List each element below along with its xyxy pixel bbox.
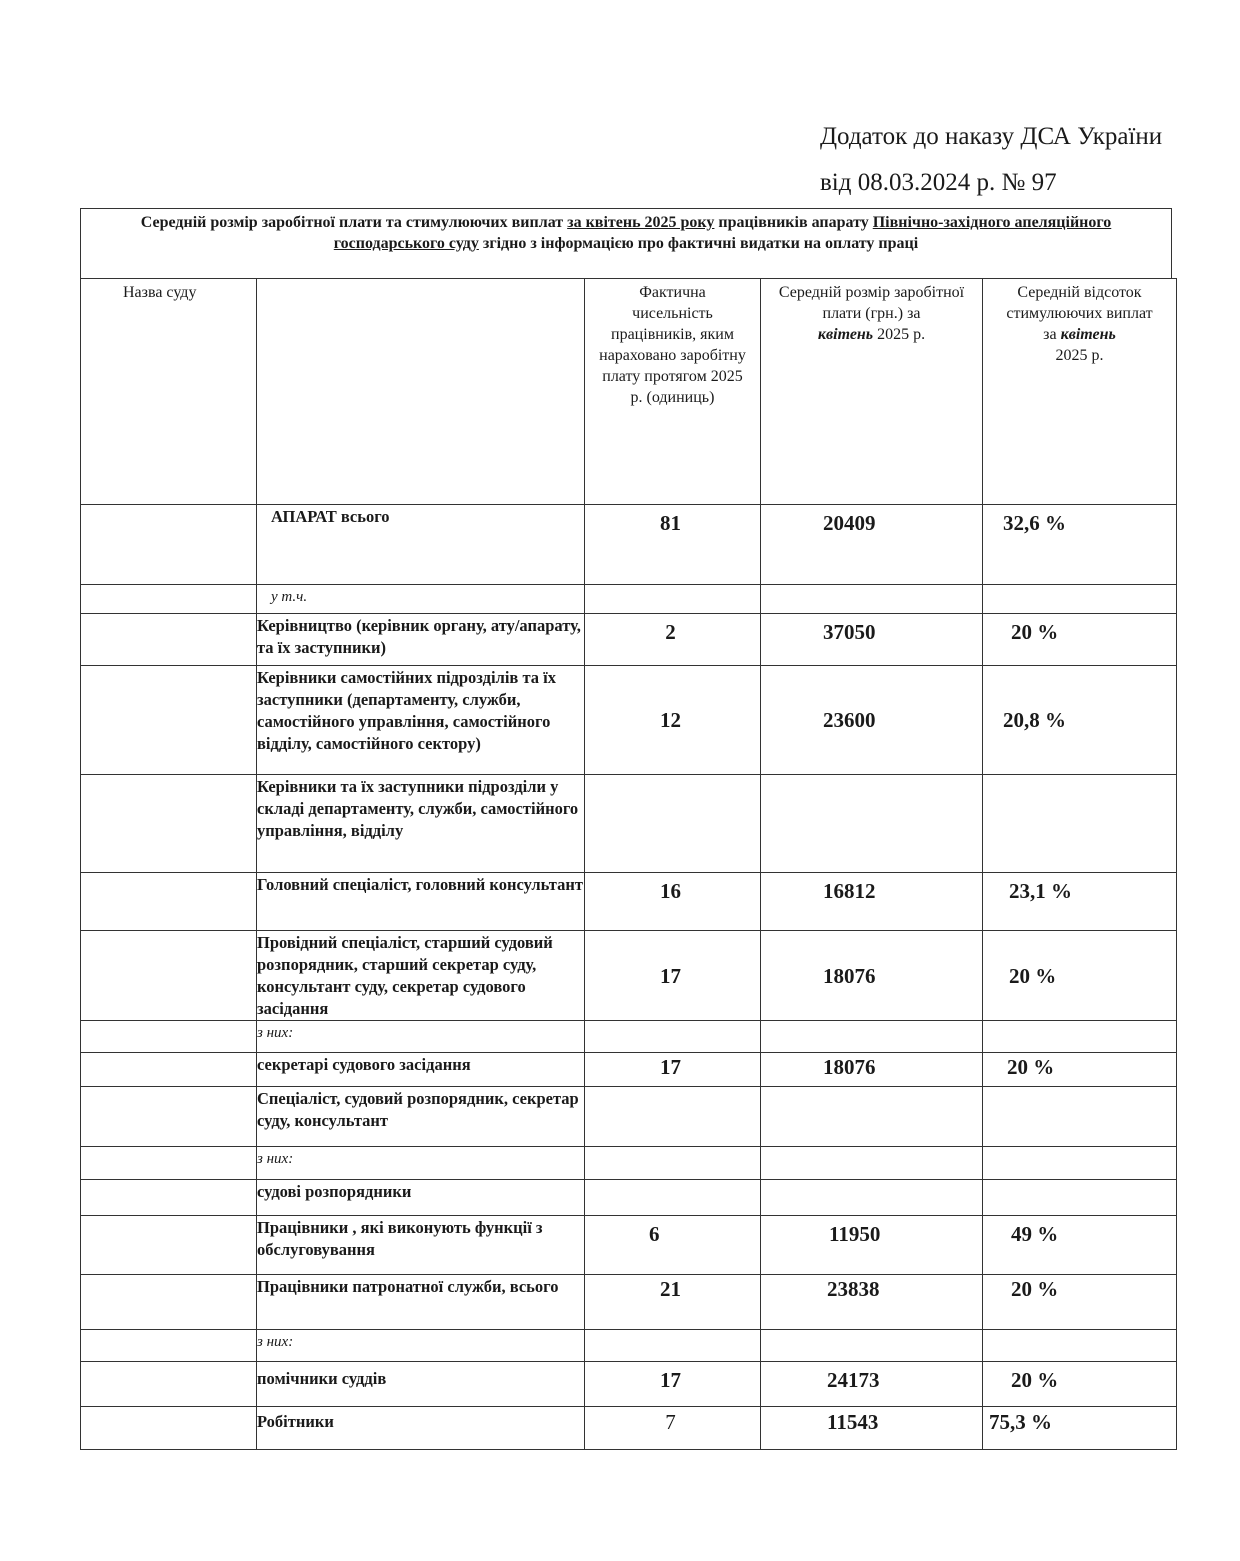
row-label: АПАРАТ всього	[257, 505, 585, 585]
row-label: судові розпорядники	[257, 1180, 585, 1216]
table-row	[81, 1021, 1177, 1053]
row-salary: 24173	[761, 1362, 983, 1407]
table-row	[81, 505, 1177, 585]
header-avg-salary	[761, 279, 983, 505]
row-label: секретарі судового засідання	[257, 1053, 585, 1087]
table-title	[81, 209, 1171, 254]
row-court-cell	[81, 614, 257, 666]
title-period: за квітень 2025 року	[567, 214, 715, 231]
row-label: Керівники самостійних підрозділів та їх заступники (департаменту, служби, самостійного управління, самостійного відділу, самостійного сектору)	[257, 666, 585, 775]
row-court-cell	[81, 1053, 257, 1087]
row-percent	[983, 585, 1177, 614]
header-staff-count-text: Фактична чисельність працівників, яким нараховано заробітну плату протягом 2025 р. (одиниць)	[599, 284, 746, 406]
title-part-1: Середній розмір заробітної плати та стимулюючих виплат	[140, 214, 568, 231]
row-percent	[983, 775, 1177, 873]
row-court-cell	[81, 666, 257, 775]
header-court-name: Назва суду	[81, 279, 257, 505]
row-count	[585, 1087, 761, 1147]
row-court-cell	[81, 775, 257, 873]
row-count	[585, 1147, 761, 1180]
row-salary: 23600	[761, 666, 983, 775]
row-count	[585, 1021, 761, 1053]
table-row	[81, 931, 1177, 1021]
row-court-cell	[81, 1021, 257, 1053]
table-row	[81, 873, 1177, 931]
row-percent: 20 %	[983, 931, 1177, 1021]
row-count: 2	[585, 614, 761, 666]
row-court-cell	[81, 1275, 257, 1330]
table-row	[81, 1275, 1177, 1330]
row-percent: 32,6 %	[983, 505, 1177, 585]
row-court-cell	[81, 931, 257, 1021]
table-row	[81, 1147, 1177, 1180]
row-salary	[761, 1330, 983, 1362]
row-label: з них:	[257, 1330, 585, 1362]
row-court-cell	[81, 585, 257, 614]
table-row	[81, 1216, 1177, 1275]
table-row	[81, 614, 1177, 666]
row-salary: 37050	[761, 614, 983, 666]
row-court-cell	[81, 1407, 257, 1450]
row-salary	[761, 1087, 983, 1147]
row-count: 16	[585, 873, 761, 931]
row-label: Керівники та їх заступники підрозділи у складі департаменту, служби, самостійного управління, відділу	[257, 775, 585, 873]
row-percent: 20 %	[983, 1275, 1177, 1330]
header-avg-salary-month: квітень	[817, 326, 874, 343]
row-court-cell	[81, 505, 257, 585]
table-row	[81, 775, 1177, 873]
addendum-line-2: від 08.03.2024 р. № 97	[820, 169, 1057, 196]
row-percent: 20 %	[983, 614, 1177, 666]
row-label: у т.ч.	[257, 585, 585, 614]
row-salary	[761, 1147, 983, 1180]
table-row	[81, 1087, 1177, 1147]
table-row	[81, 666, 1177, 775]
row-salary: 18076	[761, 1053, 983, 1087]
header-avg-salary-text: Середній розмір заробітної плати (грн.) за	[778, 284, 965, 322]
row-percent: 20,8 %	[983, 666, 1177, 775]
row-salary: 20409	[761, 505, 983, 585]
row-percent: 75,3 %	[983, 1407, 1177, 1450]
row-salary: 11950	[761, 1216, 983, 1275]
row-label: з них:	[257, 1147, 585, 1180]
row-label: з них:	[257, 1021, 585, 1053]
table-row	[81, 1330, 1177, 1362]
title-court-name: Північно-західного апеляційного господарського суду	[333, 214, 1112, 252]
row-count	[585, 585, 761, 614]
addendum-header	[820, 114, 1162, 206]
header-avg-bonus	[983, 279, 1177, 505]
row-salary	[761, 585, 983, 614]
row-court-cell	[81, 1216, 257, 1275]
row-court-cell	[81, 873, 257, 931]
row-salary: 11543	[761, 1407, 983, 1450]
row-count: 17	[585, 1053, 761, 1087]
row-count: 7	[585, 1407, 761, 1450]
row-percent: 20 %	[983, 1053, 1177, 1087]
row-count	[585, 1330, 761, 1362]
header-avg-bonus-year: 2025 р.	[1055, 347, 1104, 364]
row-percent	[983, 1330, 1177, 1362]
header-blank	[257, 279, 585, 505]
row-count: 81	[585, 505, 761, 585]
header-staff-count	[585, 279, 761, 505]
addendum-line-1: Додаток до наказу ДСА України	[820, 123, 1163, 150]
row-salary: 23838	[761, 1275, 983, 1330]
row-salary: 16812	[761, 873, 983, 931]
row-count: 6	[585, 1216, 761, 1275]
row-salary	[761, 775, 983, 873]
row-salary: 18076	[761, 931, 983, 1021]
row-count: 17	[585, 931, 761, 1021]
row-label: помічники суддів	[257, 1362, 585, 1407]
row-count	[585, 775, 761, 873]
row-label: Провідний спеціаліст, старший судовий розпорядник, старший секретар суду, консультант суду, секретар судового засідання	[257, 931, 585, 1021]
row-label: Керівництво (керівник органу, ату/апарату, та їх заступники)	[257, 614, 585, 666]
row-percent	[983, 1180, 1177, 1216]
row-percent: 49 %	[983, 1216, 1177, 1275]
row-court-cell	[81, 1180, 257, 1216]
title-part-3: згідно з інформацією про фактичні видатки на оплату праці	[478, 235, 919, 252]
row-label: Працівники , які виконують функції з обслуговування	[257, 1216, 585, 1275]
row-count: 21	[585, 1275, 761, 1330]
salary-table	[80, 278, 1177, 1450]
header-avg-salary-year: 2025 р.	[873, 326, 926, 343]
table-row	[81, 1180, 1177, 1216]
table-title-block	[80, 208, 1172, 278]
row-court-cell	[81, 1147, 257, 1180]
row-label: Робітники	[257, 1407, 585, 1450]
table-row	[81, 1053, 1177, 1087]
row-percent: 20 %	[983, 1362, 1177, 1407]
row-percent	[983, 1087, 1177, 1147]
table-row	[81, 585, 1177, 614]
row-court-cell	[81, 1330, 257, 1362]
table-row	[81, 1407, 1177, 1450]
row-label: Спеціаліст, судовий розпорядник, секретар суду, консультант	[257, 1087, 585, 1147]
row-percent	[983, 1021, 1177, 1053]
row-court-cell	[81, 1362, 257, 1407]
title-part-2: працівників апарату	[714, 214, 873, 231]
row-salary	[761, 1180, 983, 1216]
row-court-cell	[81, 1087, 257, 1147]
row-count: 12	[585, 666, 761, 775]
row-label: Працівники патронатної служби, всього	[257, 1275, 585, 1330]
row-count: 17	[585, 1362, 761, 1407]
table-header-row	[81, 279, 1177, 505]
header-avg-bonus-month: квітень	[1060, 326, 1116, 343]
row-percent: 23,1 %	[983, 873, 1177, 931]
row-label: Головний спеціаліст, головний консультант	[257, 873, 585, 931]
row-salary	[761, 1021, 983, 1053]
row-percent	[983, 1147, 1177, 1180]
header-avg-bonus-text: Середній відсоток стимулюючих виплат за	[1006, 284, 1153, 343]
row-count	[585, 1180, 761, 1216]
table-row	[81, 1362, 1177, 1407]
